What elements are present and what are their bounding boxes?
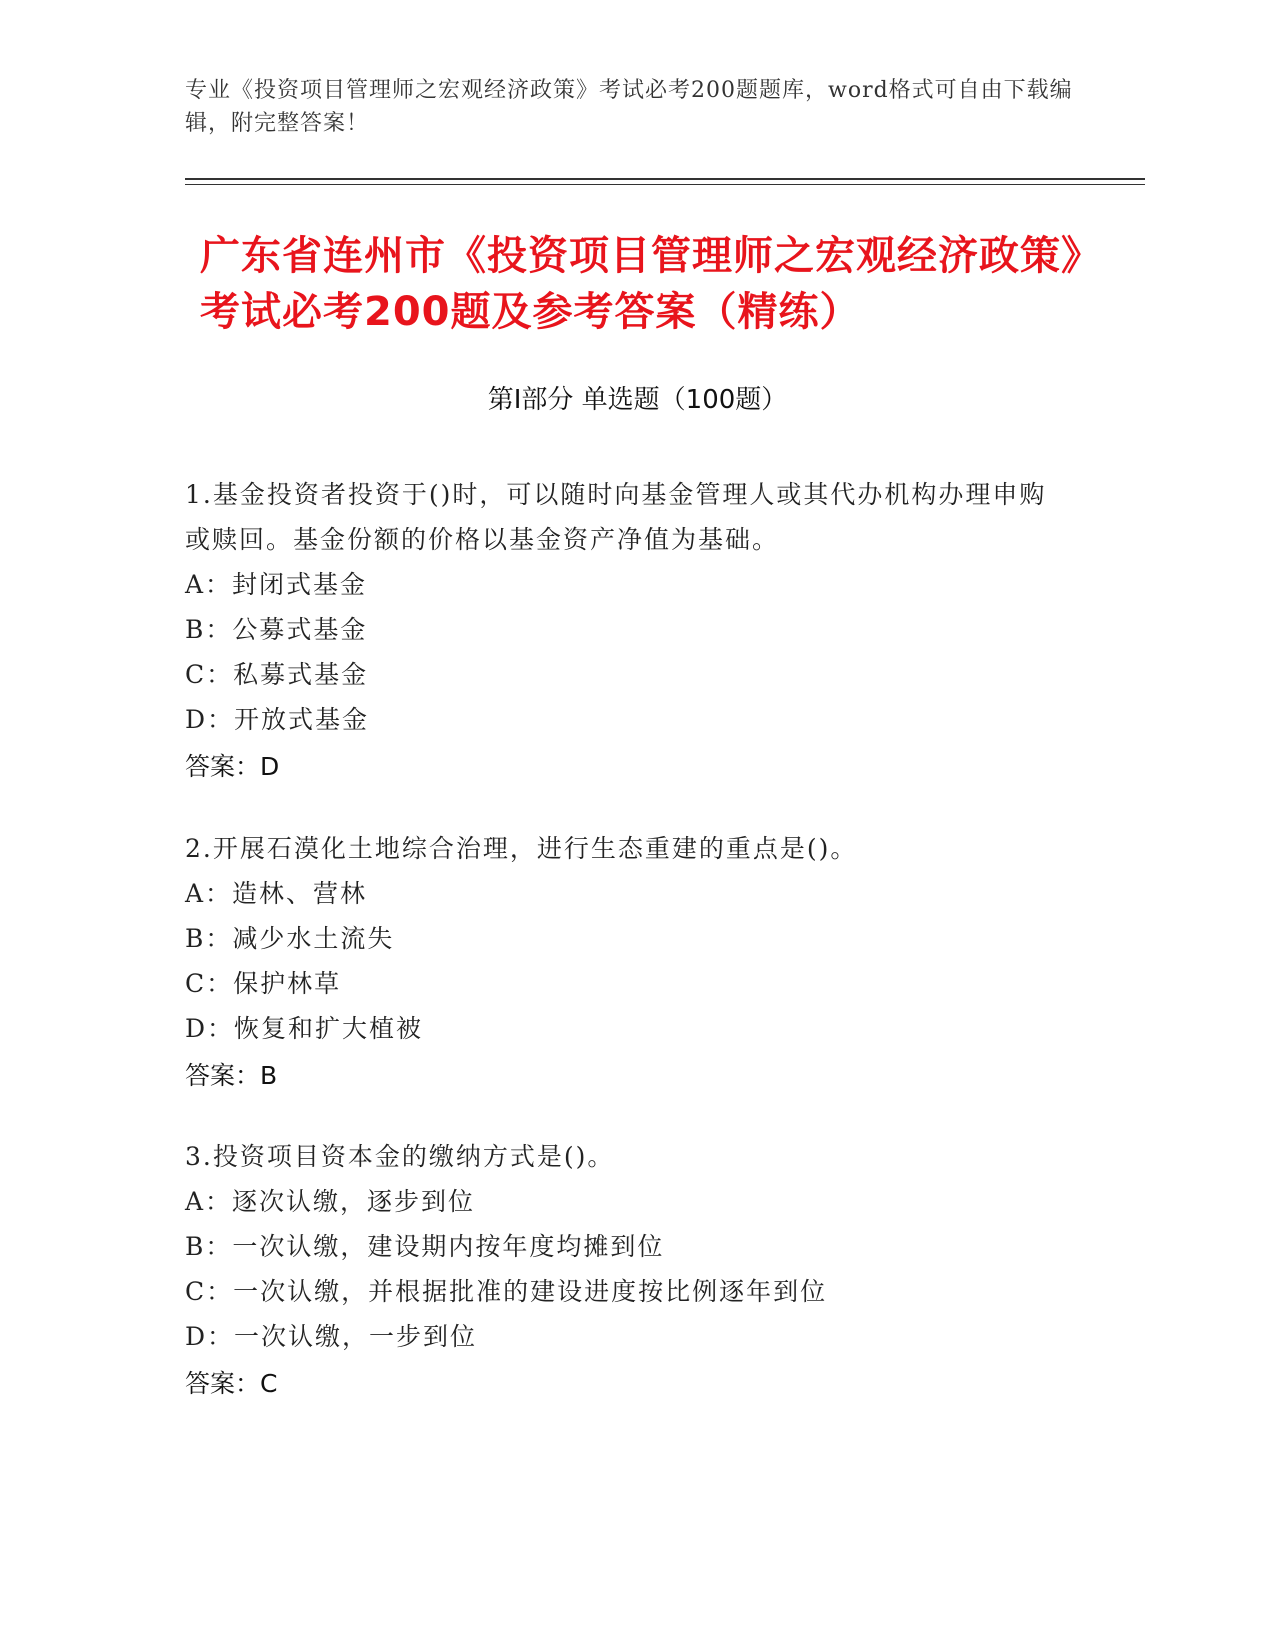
- question-stem: 2.开展石漠化土地综合治理，进行生态重建的重点是()。: [185, 834, 858, 863]
- question-stem: 3.投资项目资本金的缴纳方式是()。: [185, 1142, 615, 1171]
- option-d: D：开放式基金: [185, 705, 370, 734]
- option-d: D：一次认缴，一步到位: [185, 1322, 478, 1351]
- option-a: A：造林、营林: [185, 879, 368, 908]
- option-a: A：逐次认缴，逐步到位: [185, 1187, 476, 1216]
- option-b: B：一次认缴，建设期内按年度均摊到位: [185, 1232, 665, 1261]
- answer-line: 答案：B: [185, 1061, 278, 1090]
- question-stem: 1.基金投资者投资于()时，可以随时向基金管理人或其代办机构办理申购或赎回。基金份额的价格以基金资产净值为基础。: [185, 480, 1047, 554]
- option-c: C：私募式基金: [185, 660, 369, 689]
- question-3: [185, 1134, 1065, 1406]
- option-a: A：封闭式基金: [185, 570, 368, 599]
- header-divider-thick: [185, 178, 1145, 180]
- answer-line: 答案：C: [185, 1369, 278, 1398]
- header-note: 专业《投资项目管理师之宏观经济政策》考试必考200题题库，word格式可自由下载编辑，附完整答案！: [185, 78, 1073, 136]
- question-1: [185, 472, 1065, 789]
- option-b: B：减少水土流失: [185, 924, 395, 953]
- option-c: C：保护林草: [185, 969, 342, 998]
- header-divider-thin: [185, 184, 1145, 185]
- answer-line: 答案：D: [185, 752, 280, 781]
- section-heading: 第I部分 单选题（100题）: [487, 385, 788, 415]
- option-d: D：恢复和扩大植被: [185, 1014, 424, 1043]
- option-c: C：一次认缴，并根据批准的建设进度按比例逐年到位: [185, 1277, 828, 1306]
- option-b: B：公募式基金: [185, 615, 368, 644]
- document-title: 广东省连州市《投资项目管理师之宏观经济政策》考试必考200题及参考答案（精练）: [200, 233, 1102, 335]
- question-2: [185, 826, 1065, 1098]
